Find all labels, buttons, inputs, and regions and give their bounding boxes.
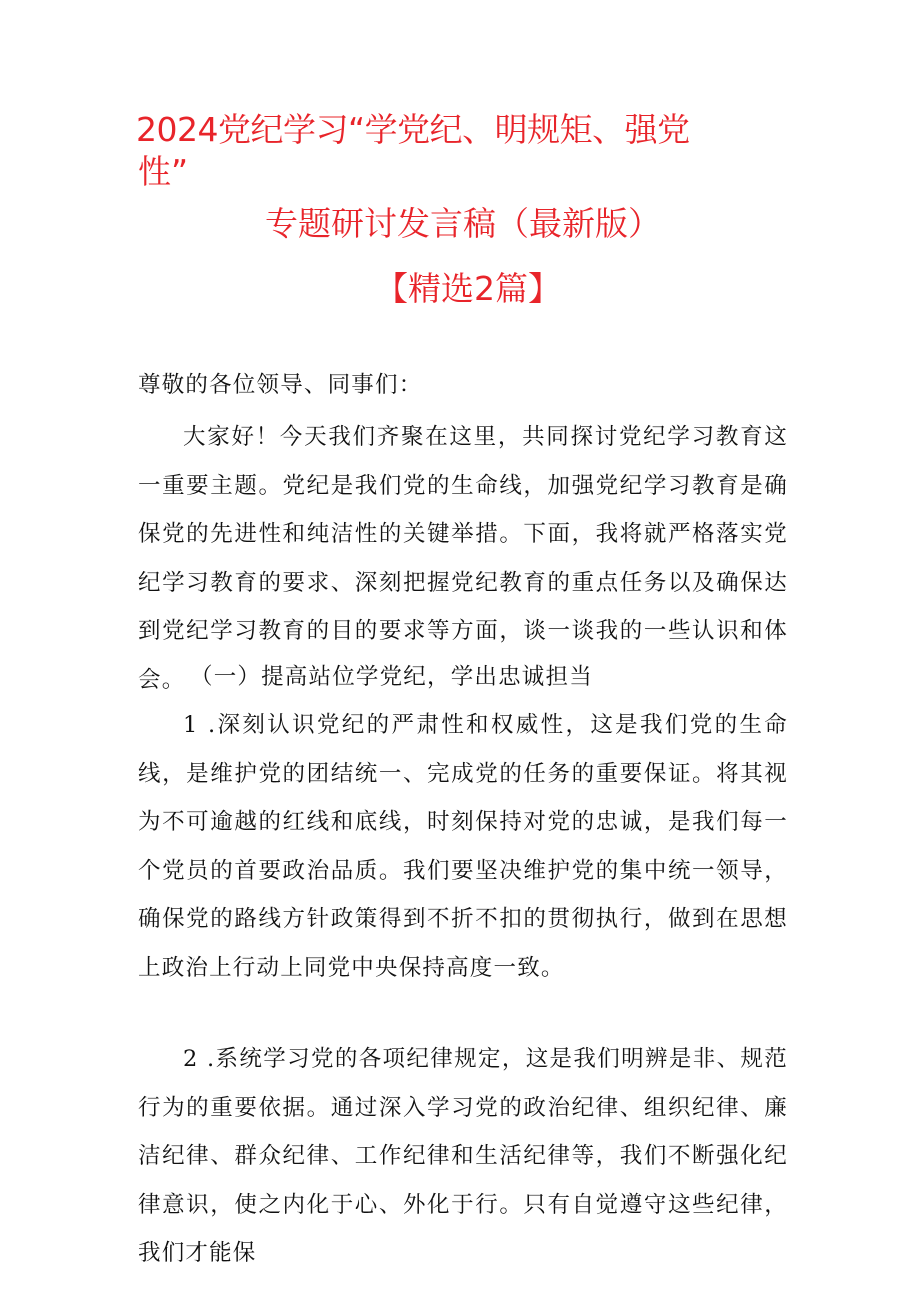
document-title-line-1: 2024党纪学习“学党纪、明规矩、强党 <box>136 110 690 149</box>
salutation: 尊敬的各位领导、同事们： <box>138 372 423 398</box>
paragraph-intro: 大家好！今天我们齐聚在这里，共同探讨党纪学习教育这一重要主题。党纪是我们党的生命线，加强党纪学习教育是确保党的先进性和纯洁性的关键举措。下面，我将就严格落实党纪学习教育的要求、深刻把握党纪教育的重点任务以及确保达到党纪学习教育的目的要求等方面，谈一谈我的一些认识和体会。 <box>138 424 788 693</box>
document-subtitle: 专题研讨发言稿（最新版） <box>265 204 661 243</box>
paragraph-point-2: 2 .系统学习党的各项纪律规定，这是我们明辨是非、规范行为的重要依据。通过深入学习党的政治纪律、组织纪律、廉洁纪律、群众纪律、工作纪律和生活纪律等，我们不断强化纪律意识，使之内化于心、外化于行。只有自觉遵守这些纪律，我们才能保 <box>138 1046 788 1266</box>
document-select-tag: 【精选2篇】 <box>375 269 561 308</box>
document-title-line-2: 性” <box>138 152 189 191</box>
section-heading: （一）提高站位学党纪，学出忠诚担当 <box>190 664 593 690</box>
paragraph-point-1: 1 .深刻认识党纪的严肃性和权威性，这是我们党的生命线，是维护党的团结统一、完成党的任务的重要保证。将其视为不可逾越的红线和底线，时刻保持对党的忠诚，是我们每一个党员的首要政治品质。我们要坚决维护党的集中统一领导，确保党的路线方针政策得到不折不扣的贯彻执行，做到在思想上政治上行动上同党中央保持高度一致。 <box>138 712 788 981</box>
